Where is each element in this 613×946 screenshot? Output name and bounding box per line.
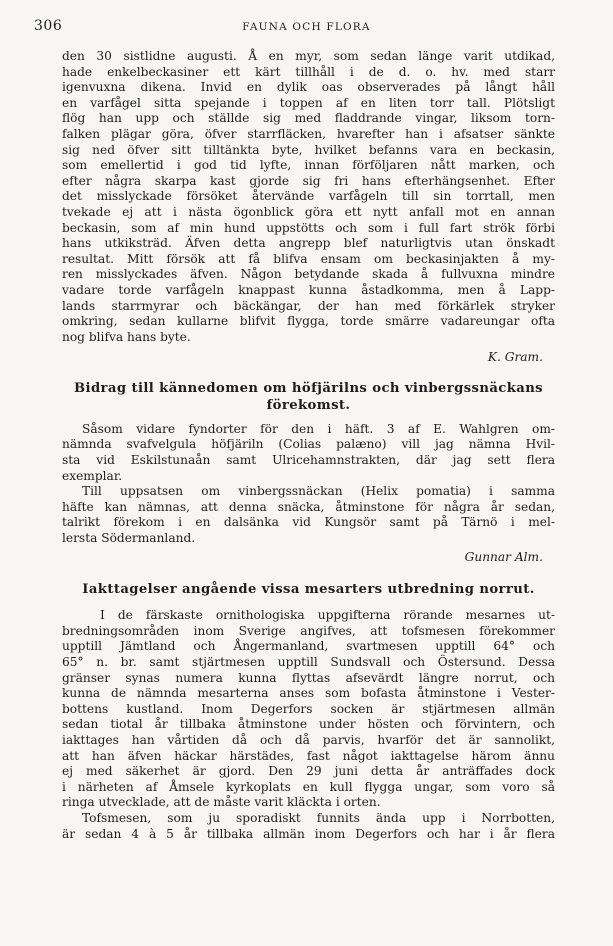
text-line: sedan tiotal år tillbaka åtminstone under hösten och förvintern, och [62,717,555,732]
text-line: nämnda svafvelgula höfjäriln (Colias palæno) vill jag nämna Hvil- [62,437,555,452]
text-line: häfte kan nämnas, att denna snäcka, åtminstone för några år sedan, [62,499,555,514]
text-line: omkring, sedan kullarne blifvit flygga, torde smärre vadareungar ofta [62,314,555,329]
text-line: iakttages han vårtiden då och då parvis, hvarför det är sannolikt, [62,732,555,747]
text-line: den 30 sistlidne augusti. Å en myr, som sedan länge varit utdikad, [62,49,555,63]
article-mesarter [62,581,555,842]
text-line: vadare torde varfågeln knappast kunna åstadkomma, men å Lapp- [62,282,555,297]
text-line: sta vid Eskilstunaån samt Ulricehamnstrakten, där jag sett flera [62,453,555,468]
running-header [34,18,579,38]
page-number: 306 [34,18,63,34]
text-line: 65° n. br. samt stjärtmesen upptill Sundsvall och Östersund. Dessa [62,655,555,669]
text-line: I de färskaste ornithologiska uppgifterna rörande mesarnes ut- [100,608,555,623]
text-line: bottens kustland. Inom Degerfors socken är stjärtmesen allmän [62,701,555,716]
article-heading: förekomst. [266,397,351,413]
article-hofjariln [62,380,555,565]
text-line: bredningsområden inom Sverige angifves, att tofsmesen förekommer [62,623,555,638]
text-line: tvekade ej att i nästa ögonblick göra ett nytt anfall mot en annan [62,204,555,219]
text-line: sig ned öfver sitt tilltänkta byte, hvilket befanns vara en beckasin, [62,142,555,157]
text-line: en varfågel sitta spejande i toppen af en liten torr tall. Plötsligt [62,95,555,110]
text-line: gränser synas numera kunna flyttas afsevärdt längre norrut, och [62,670,555,685]
text-line: lands starrmyrar och bäckängar, der han med förkärlek stryker [62,298,555,313]
page-body [62,49,555,842]
article-varfagel [62,49,555,366]
text-line: falken plägar göra, öfver starrfläcken, hvarefter han i afsatser sänkte [62,126,555,141]
running-title: FAUNA OCH FLORA [242,21,371,33]
text-line: i närheten af Åmsele kyrkoplats en kull flygga ungar, som voro så [62,779,555,794]
text-line: ej med säkerhet är gjord. Den 29 juni detta år anträffades dock [62,764,555,779]
text-line: upptill Jämtland och Ångermanland, svartmesen upptill 64° och [62,639,555,654]
text-line: flög han upp och ställde sig med fladdrande vingar, liksom torn- [62,111,555,126]
text-line: hade enkelbeckasiner ett kärt tillhåll i de d. o. hv. med starr [62,64,555,79]
text-line: beckasin, som af min hund uppstötts och som i full fart strök förbi [62,220,555,235]
text-line: exemplar. [62,468,123,483]
text-line: Tofsmesen, som ju sporadiskt funnits ända upp i Norrbotten, [82,810,555,825]
article-heading: Iakttagelser angående vissa mesarters utbredning norrut. [82,582,535,598]
author-signature: Gunnar Alm. [464,549,543,564]
text-line: som emellertid i god tid lyfte, innan förföljaren nått marken, och [62,158,555,173]
text-line: efter några skarpa kast gjorde sig fri hans efterhängsenhet. Efter [62,173,555,188]
text-line: lersta Södermanland. [62,531,196,546]
text-line: Till uppsatsen om vinbergssnäckan (Helix pomatia) i samma [82,484,555,499]
text-line: talrikt förekom i en dalsänka vid Kungsör samt på Tärnö i mel- [62,515,555,530]
text-line: hans utkiksträd. Äfven detta angrepp blef naturligtvis utan önskadt [62,236,555,251]
text-line: kunna de nämnda mesarterna anses som bofasta åtminstone i Vester- [62,686,555,701]
text-line: igenvuxna dikena. Invid en dylik oas observerades på långt håll [62,80,555,95]
text-line: Såsom vidare fyndorter för den i häft. 3 af E. Wahlgren om- [82,421,555,436]
author-signature: K. Gram. [487,350,543,365]
article-heading: Bidrag till kännedomen om höfjärilns och vinbergssnäckans [73,380,544,396]
text-line: ringa utvecklade, att de måste varit kläckta i orten. [62,795,381,810]
text-line: är sedan 4 à 5 år tillbaka allmän inom Degerfors och har i år flera [62,826,555,841]
text-line: nog blifva hans byte. [62,329,191,344]
text-line: att han äfven häckar härstädes, fast något iakttagelse härom ännu [62,748,555,763]
text-line: det misslyckade försöket återvände varfågeln till sin torrtall, men [62,189,555,204]
text-line: resultat. Mitt försök att få blifva ensam om beckasinjakten å my- [62,251,555,266]
text-line: ren misslyckades äfven. Någon betydande skada å fullvuxna mindre [62,267,555,282]
